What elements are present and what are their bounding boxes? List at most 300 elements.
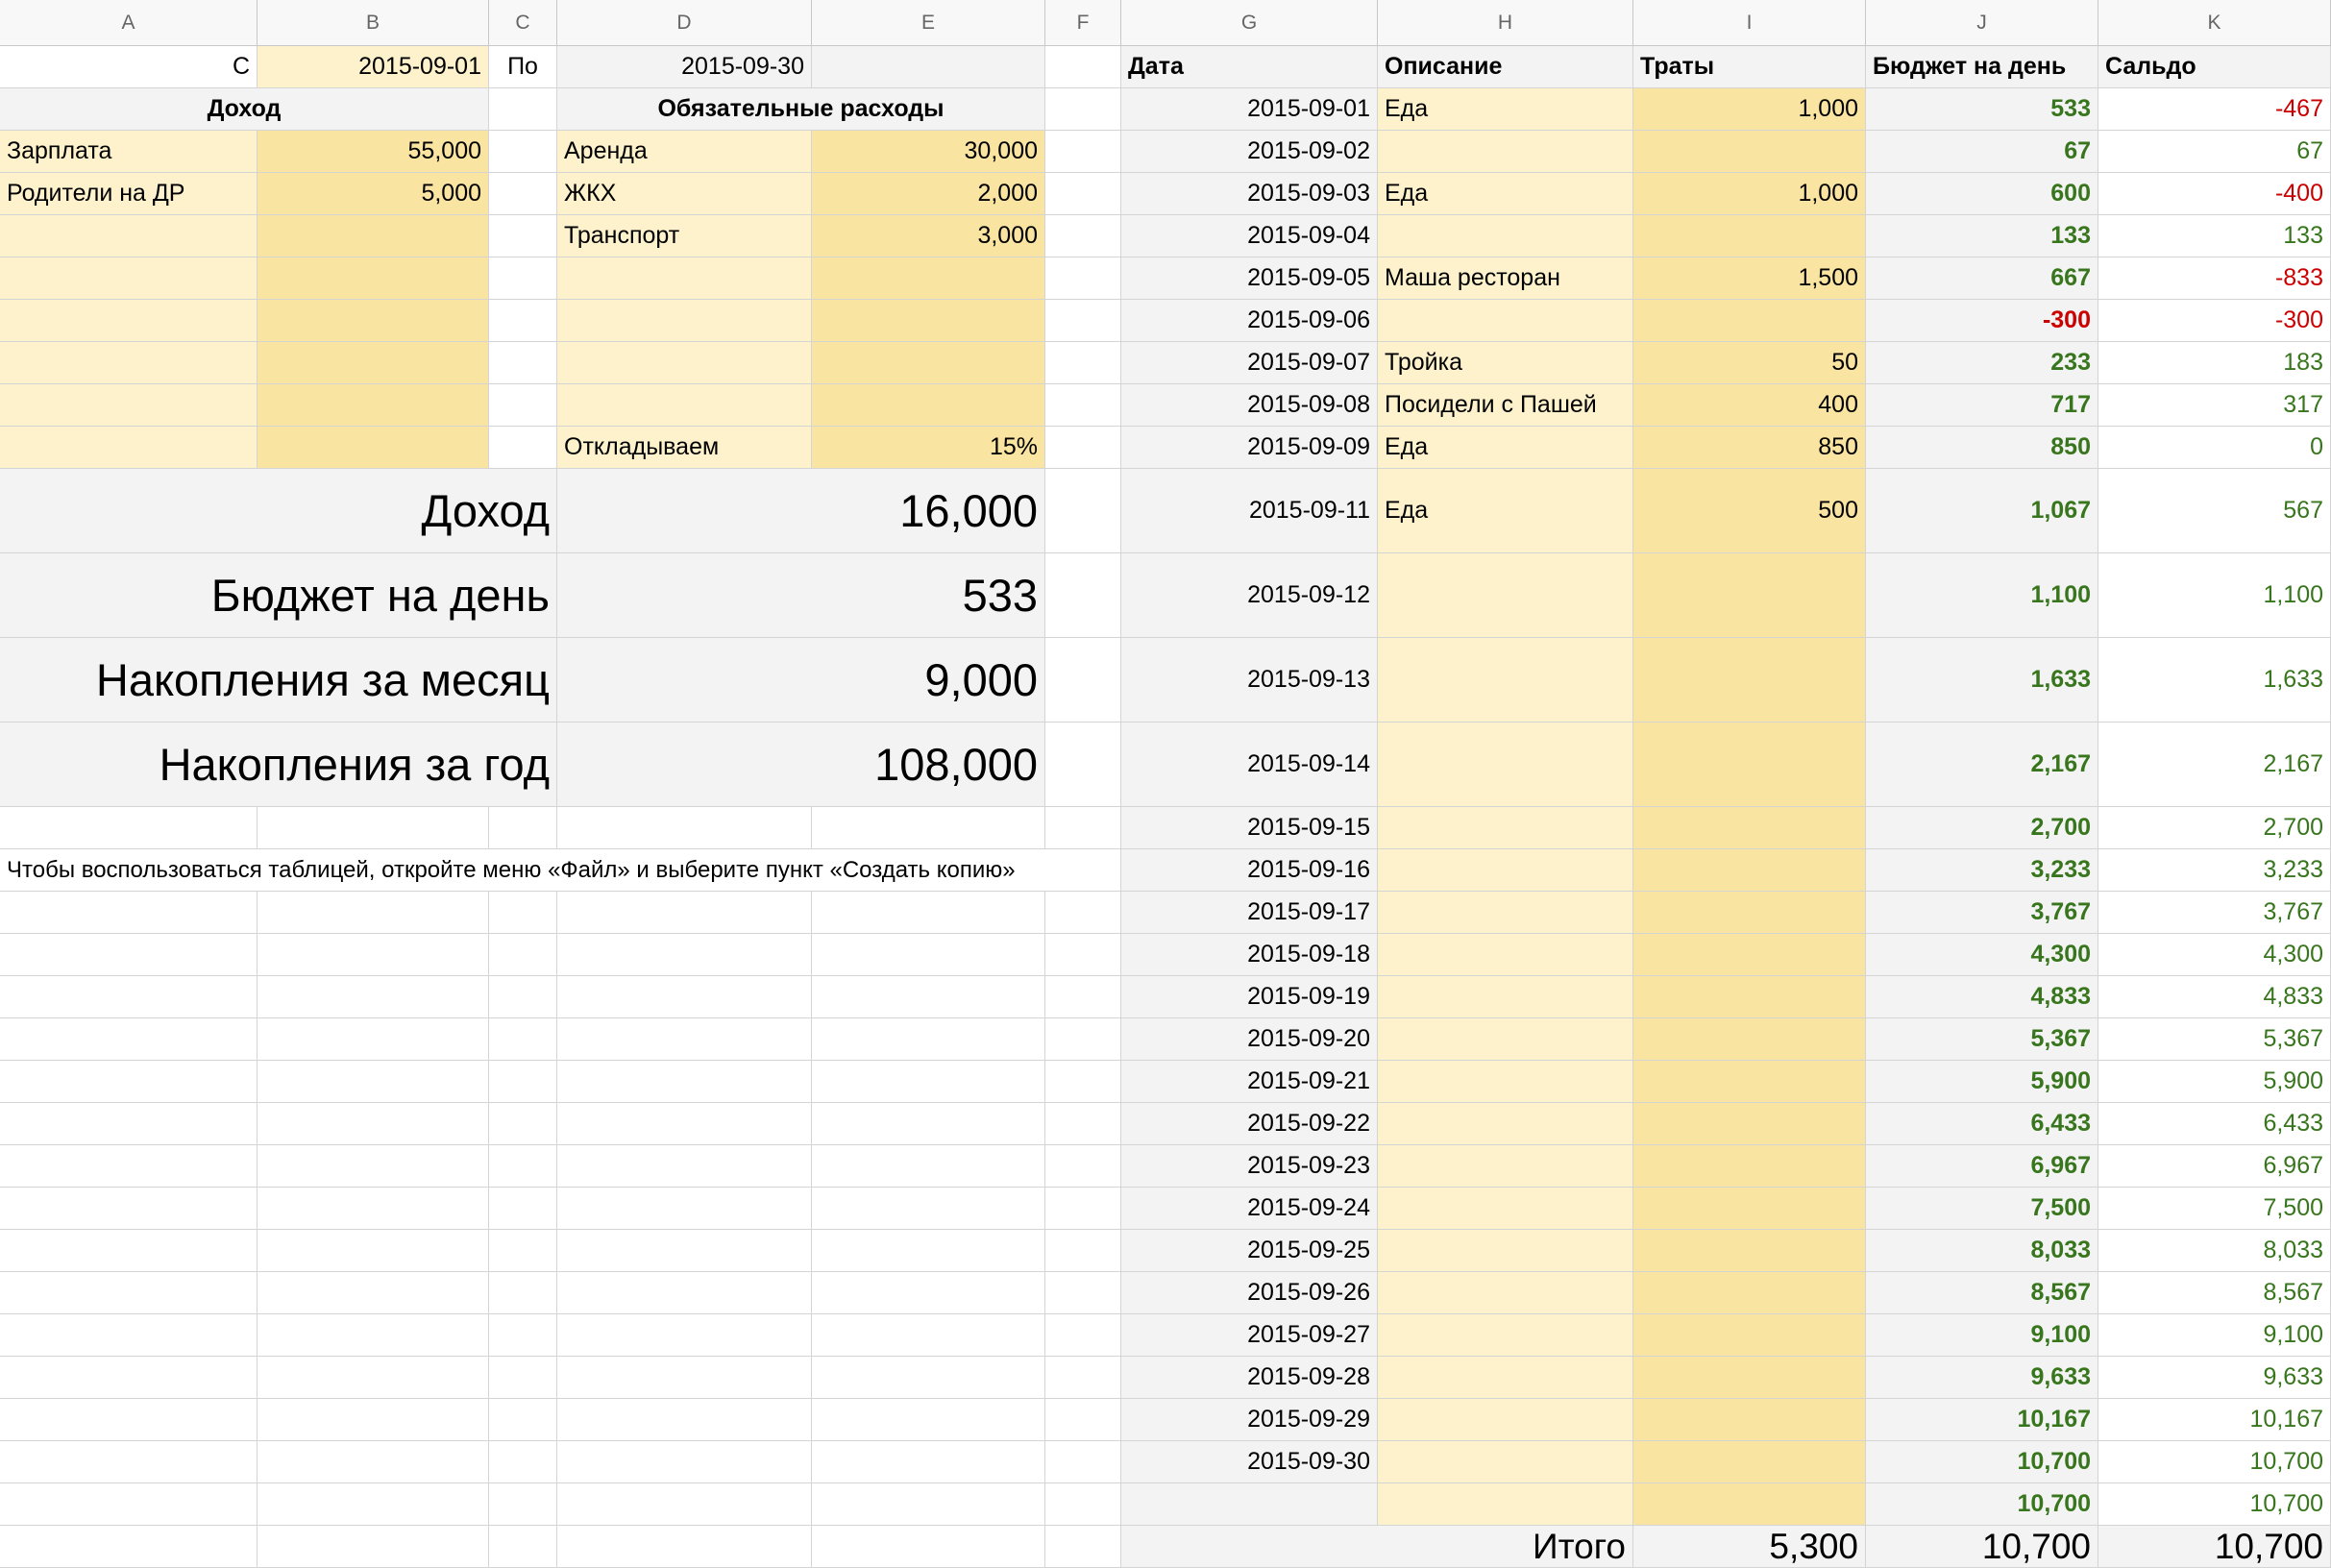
ledger-balance[interactable]: 133 xyxy=(2098,215,2331,257)
ledger-balance[interactable]: 3,233 xyxy=(2098,849,2331,892)
cell[interactable] xyxy=(489,1314,557,1357)
ledger-balance[interactable]: 317 xyxy=(2098,384,2331,427)
cell[interactable] xyxy=(489,173,557,215)
ledger-desc[interactable] xyxy=(1378,1103,1633,1145)
ledger-budget[interactable]: 10,167 xyxy=(1866,1399,2098,1441)
cell[interactable] xyxy=(1045,1399,1121,1441)
column-header-j[interactable]: J xyxy=(1866,0,2098,46)
expense-item-amount[interactable]: 3,000 xyxy=(812,215,1045,257)
expense-item-amount[interactable] xyxy=(812,300,1045,342)
ledger-balance[interactable]: 3,767 xyxy=(2098,892,2331,934)
cell[interactable] xyxy=(812,1230,1045,1272)
cell[interactable] xyxy=(489,976,557,1018)
cell[interactable] xyxy=(1045,173,1121,215)
cell[interactable] xyxy=(489,1145,557,1188)
cell[interactable] xyxy=(258,1441,489,1483)
cell[interactable] xyxy=(812,976,1045,1018)
cell[interactable] xyxy=(0,1188,258,1230)
ledger-balance[interactable]: 183 xyxy=(2098,342,2331,384)
cell[interactable] xyxy=(1045,469,1121,553)
ledger-balance[interactable]: 10,700 xyxy=(2098,1483,2331,1526)
ledger-desc[interactable]: Еда xyxy=(1378,88,1633,131)
income-item-name[interactable] xyxy=(0,257,258,300)
ledger-spent[interactable] xyxy=(1633,1103,1866,1145)
ledger-spent[interactable] xyxy=(1633,1357,1866,1399)
ledger-date[interactable]: 2015-09-18 xyxy=(1121,934,1378,976)
cell[interactable] xyxy=(258,934,489,976)
ledger-balance[interactable]: 4,300 xyxy=(2098,934,2331,976)
ledger-budget[interactable]: 5,367 xyxy=(1866,1018,2098,1061)
cell[interactable] xyxy=(1045,215,1121,257)
ledger-desc[interactable] xyxy=(1378,1230,1633,1272)
ledger-desc[interactable] xyxy=(1378,892,1633,934)
summary-label[interactable]: Накопления за месяц xyxy=(0,638,557,723)
cell[interactable] xyxy=(489,1483,557,1526)
ledger-budget[interactable]: 9,633 xyxy=(1866,1357,2098,1399)
cell[interactable] xyxy=(812,892,1045,934)
ledger-total-spent[interactable]: 5,300 xyxy=(1633,1526,1866,1568)
ledger-spent[interactable] xyxy=(1633,723,1866,807)
cell[interactable] xyxy=(1045,1103,1121,1145)
ledger-spent[interactable] xyxy=(1633,849,1866,892)
ledger-spent[interactable] xyxy=(1633,1230,1866,1272)
cell[interactable] xyxy=(489,1399,557,1441)
column-header-g[interactable]: G xyxy=(1121,0,1378,46)
ledger-spent[interactable] xyxy=(1633,131,1866,173)
cell[interactable] xyxy=(489,1188,557,1230)
ledger-budget[interactable]: 4,300 xyxy=(1866,934,2098,976)
cell[interactable] xyxy=(0,1103,258,1145)
cell[interactable] xyxy=(258,976,489,1018)
cell[interactable] xyxy=(0,1018,258,1061)
income-item-amount[interactable] xyxy=(258,427,489,469)
ledger-budget[interactable]: 667 xyxy=(1866,257,2098,300)
ledger-date[interactable]: 2015-09-29 xyxy=(1121,1399,1378,1441)
ledger-desc[interactable] xyxy=(1378,1314,1633,1357)
ledger-balance[interactable]: 567 xyxy=(2098,469,2331,553)
ledger-budget[interactable]: 533 xyxy=(1866,88,2098,131)
cell[interactable] xyxy=(0,1272,258,1314)
column-header-h[interactable]: H xyxy=(1378,0,1633,46)
income-item-amount[interactable] xyxy=(258,300,489,342)
ledger-spent[interactable]: 1,000 xyxy=(1633,88,1866,131)
ledger-desc[interactable] xyxy=(1378,1272,1633,1314)
cell[interactable] xyxy=(258,1061,489,1103)
ledger-desc[interactable] xyxy=(1378,1441,1633,1483)
ledger-budget[interactable]: 2,167 xyxy=(1866,723,2098,807)
ledger-header-budget[interactable]: Бюджет на день xyxy=(1866,46,2098,88)
ledger-desc[interactable] xyxy=(1378,1188,1633,1230)
cell[interactable] xyxy=(489,1018,557,1061)
cell[interactable] xyxy=(1045,88,1121,131)
summary-value[interactable]: 16,000 xyxy=(557,469,1045,553)
cell[interactable] xyxy=(812,1103,1045,1145)
ledger-date[interactable]: 2015-09-27 xyxy=(1121,1314,1378,1357)
cell[interactable] xyxy=(489,342,557,384)
ledger-balance[interactable]: 10,700 xyxy=(2098,1441,2331,1483)
ledger-balance[interactable]: 8,567 xyxy=(2098,1272,2331,1314)
ledger-date[interactable]: 2015-09-20 xyxy=(1121,1018,1378,1061)
column-header-b[interactable]: B xyxy=(258,0,489,46)
ledger-spent[interactable] xyxy=(1633,638,1866,723)
ledger-balance[interactable]: 9,633 xyxy=(2098,1357,2331,1399)
ledger-date[interactable]: 2015-09-14 xyxy=(1121,723,1378,807)
cell[interactable] xyxy=(812,1061,1045,1103)
ledger-balance[interactable]: -300 xyxy=(2098,300,2331,342)
cell[interactable] xyxy=(812,807,1045,849)
income-item-name[interactable] xyxy=(0,342,258,384)
summary-value[interactable]: 9,000 xyxy=(557,638,1045,723)
period-from-date[interactable]: 2015-09-01 xyxy=(258,46,489,88)
expense-item-name[interactable] xyxy=(557,257,812,300)
cell[interactable] xyxy=(489,1103,557,1145)
ledger-date[interactable]: 2015-09-15 xyxy=(1121,807,1378,849)
cell[interactable] xyxy=(258,1357,489,1399)
cell[interactable] xyxy=(1045,1526,1121,1568)
ledger-date[interactable] xyxy=(1121,1483,1378,1526)
cell[interactable] xyxy=(489,1441,557,1483)
ledger-spent[interactable]: 1,500 xyxy=(1633,257,1866,300)
cell[interactable] xyxy=(0,1145,258,1188)
income-item-name[interactable] xyxy=(0,300,258,342)
ledger-date[interactable]: 2015-09-17 xyxy=(1121,892,1378,934)
ledger-balance[interactable]: 6,433 xyxy=(2098,1103,2331,1145)
ledger-date[interactable]: 2015-09-24 xyxy=(1121,1188,1378,1230)
cell[interactable] xyxy=(258,1314,489,1357)
ledger-date[interactable]: 2015-09-03 xyxy=(1121,173,1378,215)
ledger-budget[interactable]: 1,100 xyxy=(1866,553,2098,638)
cell[interactable] xyxy=(489,934,557,976)
cell[interactable] xyxy=(258,1230,489,1272)
cell[interactable] xyxy=(812,46,1045,88)
cell[interactable] xyxy=(1045,46,1121,88)
ledger-spent[interactable]: 1,000 xyxy=(1633,173,1866,215)
expense-item-name[interactable]: Аренда xyxy=(557,131,812,173)
cell[interactable] xyxy=(489,300,557,342)
ledger-desc[interactable] xyxy=(1378,1483,1633,1526)
cell[interactable] xyxy=(557,1061,812,1103)
period-to-label[interactable]: По xyxy=(489,46,557,88)
cell[interactable] xyxy=(1045,300,1121,342)
cell[interactable] xyxy=(557,1314,812,1357)
cell[interactable] xyxy=(1045,892,1121,934)
cell[interactable] xyxy=(1045,976,1121,1018)
cell[interactable] xyxy=(0,1441,258,1483)
cell[interactable] xyxy=(258,1399,489,1441)
income-item-name[interactable] xyxy=(0,384,258,427)
ledger-date[interactable]: 2015-09-09 xyxy=(1121,427,1378,469)
cell[interactable] xyxy=(812,1018,1045,1061)
column-header-k[interactable]: K xyxy=(2098,0,2331,46)
ledger-desc[interactable]: Маша ресторан xyxy=(1378,257,1633,300)
cell[interactable] xyxy=(557,892,812,934)
ledger-date[interactable]: 2015-09-11 xyxy=(1121,469,1378,553)
ledger-balance[interactable]: 1,100 xyxy=(2098,553,2331,638)
ledger-balance[interactable]: 2,167 xyxy=(2098,723,2331,807)
expense-item-name[interactable]: Откладываем xyxy=(557,427,812,469)
income-item-amount[interactable] xyxy=(258,215,489,257)
cell[interactable] xyxy=(557,1399,812,1441)
cell[interactable] xyxy=(0,934,258,976)
ledger-date[interactable]: 2015-09-28 xyxy=(1121,1357,1378,1399)
cell[interactable] xyxy=(258,1145,489,1188)
ledger-spent[interactable]: 850 xyxy=(1633,427,1866,469)
income-item-amount[interactable] xyxy=(258,384,489,427)
cell[interactable] xyxy=(1045,131,1121,173)
cell[interactable] xyxy=(489,1526,557,1568)
ledger-budget[interactable]: 133 xyxy=(1866,215,2098,257)
cell[interactable] xyxy=(0,1357,258,1399)
expense-item-amount[interactable]: 30,000 xyxy=(812,131,1045,173)
ledger-budget[interactable]: 600 xyxy=(1866,173,2098,215)
ledger-spent[interactable] xyxy=(1633,1272,1866,1314)
ledger-budget[interactable]: 3,767 xyxy=(1866,892,2098,934)
cell[interactable] xyxy=(0,1061,258,1103)
cell[interactable] xyxy=(1045,1357,1121,1399)
ledger-budget[interactable]: 6,967 xyxy=(1866,1145,2098,1188)
cell[interactable] xyxy=(489,892,557,934)
ledger-spent[interactable] xyxy=(1633,1188,1866,1230)
ledger-date[interactable]: 2015-09-25 xyxy=(1121,1230,1378,1272)
ledger-spent[interactable] xyxy=(1633,1018,1866,1061)
ledger-budget[interactable]: 3,233 xyxy=(1866,849,2098,892)
cell[interactable] xyxy=(812,934,1045,976)
cell[interactable] xyxy=(557,1483,812,1526)
ledger-spent[interactable] xyxy=(1633,807,1866,849)
cell[interactable] xyxy=(489,257,557,300)
ledger-budget[interactable]: 9,100 xyxy=(1866,1314,2098,1357)
ledger-balance[interactable]: 10,167 xyxy=(2098,1399,2331,1441)
ledger-budget[interactable]: 233 xyxy=(1866,342,2098,384)
ledger-budget[interactable]: 850 xyxy=(1866,427,2098,469)
cell[interactable] xyxy=(258,1103,489,1145)
ledger-desc[interactable]: Посидели с Пашей xyxy=(1378,384,1633,427)
cell[interactable] xyxy=(557,1188,812,1230)
cell[interactable] xyxy=(812,1399,1045,1441)
cell[interactable] xyxy=(489,1357,557,1399)
cell[interactable] xyxy=(1045,723,1121,807)
income-item-amount[interactable]: 5,000 xyxy=(258,173,489,215)
cell[interactable] xyxy=(489,384,557,427)
ledger-spent[interactable] xyxy=(1633,1483,1866,1526)
cell[interactable] xyxy=(0,1399,258,1441)
ledger-budget[interactable]: 67 xyxy=(1866,131,2098,173)
income-item-name[interactable]: Родители на ДР xyxy=(0,173,258,215)
cell[interactable] xyxy=(1045,807,1121,849)
ledger-budget[interactable]: -300 xyxy=(1866,300,2098,342)
ledger-date[interactable]: 2015-09-13 xyxy=(1121,638,1378,723)
ledger-date[interactable]: 2015-09-07 xyxy=(1121,342,1378,384)
summary-label[interactable]: Накопления за год xyxy=(0,723,557,807)
cell[interactable] xyxy=(258,1272,489,1314)
cell[interactable] xyxy=(1045,934,1121,976)
ledger-balance[interactable]: 8,033 xyxy=(2098,1230,2331,1272)
ledger-balance[interactable]: 5,900 xyxy=(2098,1061,2331,1103)
income-item-amount[interactable] xyxy=(258,342,489,384)
summary-label[interactable]: Доход xyxy=(0,469,557,553)
ledger-desc[interactable] xyxy=(1378,723,1633,807)
cell[interactable] xyxy=(1045,384,1121,427)
ledger-desc[interactable] xyxy=(1378,300,1633,342)
cell[interactable] xyxy=(0,1483,258,1526)
ledger-total-budget[interactable]: 10,700 xyxy=(1866,1526,2098,1568)
cell[interactable] xyxy=(258,1188,489,1230)
ledger-desc[interactable]: Еда xyxy=(1378,173,1633,215)
ledger-budget[interactable]: 4,833 xyxy=(1866,976,2098,1018)
cell[interactable] xyxy=(489,807,557,849)
summary-value[interactable]: 108,000 xyxy=(557,723,1045,807)
ledger-desc[interactable] xyxy=(1378,1399,1633,1441)
expenses-title[interactable]: Обязательные расходы xyxy=(557,88,1045,131)
cell[interactable] xyxy=(1045,1483,1121,1526)
summary-label[interactable]: Бюджет на день xyxy=(0,553,557,638)
cell[interactable] xyxy=(812,1526,1045,1568)
cell[interactable] xyxy=(557,1145,812,1188)
ledger-balance[interactable]: 6,967 xyxy=(2098,1145,2331,1188)
ledger-budget[interactable]: 8,033 xyxy=(1866,1230,2098,1272)
cell[interactable] xyxy=(489,1272,557,1314)
period-from-label[interactable]: С xyxy=(0,46,258,88)
ledger-date[interactable]: 2015-09-02 xyxy=(1121,131,1378,173)
ledger-balance[interactable]: 0 xyxy=(2098,427,2331,469)
ledger-header-spent[interactable]: Траты xyxy=(1633,46,1866,88)
expense-item-name[interactable]: Транспорт xyxy=(557,215,812,257)
ledger-total-balance[interactable]: 10,700 xyxy=(2098,1526,2331,1568)
period-to-date[interactable]: 2015-09-30 xyxy=(557,46,812,88)
ledger-spent[interactable]: 50 xyxy=(1633,342,1866,384)
ledger-date[interactable]: 2015-09-22 xyxy=(1121,1103,1378,1145)
ledger-header-date[interactable]: Дата xyxy=(1121,46,1378,88)
ledger-desc[interactable] xyxy=(1378,807,1633,849)
cell[interactable] xyxy=(1045,1188,1121,1230)
expense-item-amount[interactable] xyxy=(812,342,1045,384)
column-header-a[interactable]: A xyxy=(0,0,258,46)
ledger-balance[interactable]: 7,500 xyxy=(2098,1188,2331,1230)
ledger-date[interactable]: 2015-09-05 xyxy=(1121,257,1378,300)
cell[interactable] xyxy=(0,892,258,934)
ledger-budget[interactable]: 8,567 xyxy=(1866,1272,2098,1314)
cell[interactable] xyxy=(812,1188,1045,1230)
ledger-budget[interactable]: 717 xyxy=(1866,384,2098,427)
cell[interactable] xyxy=(1045,1272,1121,1314)
ledger-balance[interactable]: 5,367 xyxy=(2098,1018,2331,1061)
ledger-header-balance[interactable]: Сальдо xyxy=(2098,46,2331,88)
ledger-date[interactable]: 2015-09-04 xyxy=(1121,215,1378,257)
ledger-desc[interactable] xyxy=(1378,976,1633,1018)
cell[interactable] xyxy=(1045,342,1121,384)
ledger-budget[interactable]: 2,700 xyxy=(1866,807,2098,849)
income-item-name[interactable] xyxy=(0,427,258,469)
income-item-amount[interactable] xyxy=(258,257,489,300)
cell[interactable] xyxy=(489,215,557,257)
column-header-i[interactable]: I xyxy=(1633,0,1866,46)
ledger-date[interactable]: 2015-09-06 xyxy=(1121,300,1378,342)
expense-item-name[interactable] xyxy=(557,342,812,384)
ledger-budget[interactable]: 6,433 xyxy=(1866,1103,2098,1145)
cell[interactable] xyxy=(0,807,258,849)
ledger-desc[interactable] xyxy=(1378,131,1633,173)
cell[interactable] xyxy=(557,934,812,976)
cell[interactable] xyxy=(812,1145,1045,1188)
ledger-desc[interactable] xyxy=(1378,553,1633,638)
ledger-date[interactable]: 2015-09-08 xyxy=(1121,384,1378,427)
expense-item-name[interactable]: ЖКХ xyxy=(557,173,812,215)
summary-value[interactable]: 533 xyxy=(557,553,1045,638)
ledger-date[interactable]: 2015-09-16 xyxy=(1121,849,1378,892)
ledger-desc[interactable] xyxy=(1378,1018,1633,1061)
ledger-spent[interactable] xyxy=(1633,300,1866,342)
cell[interactable] xyxy=(1045,1145,1121,1188)
cell[interactable] xyxy=(1045,1018,1121,1061)
cell[interactable] xyxy=(557,1230,812,1272)
expense-item-amount[interactable] xyxy=(812,257,1045,300)
cell[interactable] xyxy=(489,88,557,131)
copy-instruction-note[interactable]: Чтобы воспользоваться таблицей, откройте меню «Файл» и выберите пункт «Создать копию» xyxy=(0,849,1121,892)
cell[interactable] xyxy=(1045,427,1121,469)
cell[interactable] xyxy=(0,1314,258,1357)
cell[interactable] xyxy=(489,427,557,469)
cell[interactable] xyxy=(557,1103,812,1145)
expense-item-name[interactable] xyxy=(557,384,812,427)
income-title[interactable]: Доход xyxy=(0,88,489,131)
ledger-spent[interactable] xyxy=(1633,1314,1866,1357)
income-item-amount[interactable]: 55,000 xyxy=(258,131,489,173)
column-header-e[interactable]: E xyxy=(812,0,1045,46)
cell[interactable] xyxy=(0,1526,258,1568)
ledger-spent[interactable] xyxy=(1633,892,1866,934)
ledger-budget[interactable]: 7,500 xyxy=(1866,1188,2098,1230)
cell[interactable] xyxy=(1045,638,1121,723)
cell[interactable] xyxy=(1045,553,1121,638)
ledger-header-desc[interactable]: Описание xyxy=(1378,46,1633,88)
cell[interactable] xyxy=(557,1441,812,1483)
expense-item-amount[interactable]: 15% xyxy=(812,427,1045,469)
ledger-budget[interactable]: 5,900 xyxy=(1866,1061,2098,1103)
ledger-balance[interactable]: 4,833 xyxy=(2098,976,2331,1018)
ledger-spent[interactable] xyxy=(1633,1145,1866,1188)
ledger-budget[interactable]: 10,700 xyxy=(1866,1483,2098,1526)
ledger-spent[interactable]: 500 xyxy=(1633,469,1866,553)
cell[interactable] xyxy=(489,1230,557,1272)
ledger-budget[interactable]: 1,067 xyxy=(1866,469,2098,553)
cell[interactable] xyxy=(0,1230,258,1272)
cell[interactable] xyxy=(557,1526,812,1568)
ledger-desc[interactable] xyxy=(1378,934,1633,976)
ledger-spent[interactable] xyxy=(1633,976,1866,1018)
ledger-spent[interactable] xyxy=(1633,553,1866,638)
income-item-name[interactable]: Зарплата xyxy=(0,131,258,173)
cell[interactable] xyxy=(258,1526,489,1568)
ledger-budget[interactable]: 1,633 xyxy=(1866,638,2098,723)
ledger-date[interactable]: 2015-09-26 xyxy=(1121,1272,1378,1314)
cell[interactable] xyxy=(258,1483,489,1526)
ledger-balance[interactable]: -400 xyxy=(2098,173,2331,215)
ledger-spent[interactable] xyxy=(1633,1441,1866,1483)
income-item-name[interactable] xyxy=(0,215,258,257)
cell[interactable] xyxy=(1045,1314,1121,1357)
ledger-date[interactable]: 2015-09-19 xyxy=(1121,976,1378,1018)
ledger-spent[interactable]: 400 xyxy=(1633,384,1866,427)
ledger-desc[interactable]: Еда xyxy=(1378,469,1633,553)
ledger-spent[interactable] xyxy=(1633,1399,1866,1441)
ledger-balance[interactable]: 2,700 xyxy=(2098,807,2331,849)
column-header-c[interactable]: C xyxy=(489,0,557,46)
cell[interactable] xyxy=(812,1272,1045,1314)
ledger-desc[interactable] xyxy=(1378,1357,1633,1399)
ledger-spent[interactable] xyxy=(1633,934,1866,976)
ledger-date[interactable]: 2015-09-12 xyxy=(1121,553,1378,638)
cell[interactable] xyxy=(557,807,812,849)
